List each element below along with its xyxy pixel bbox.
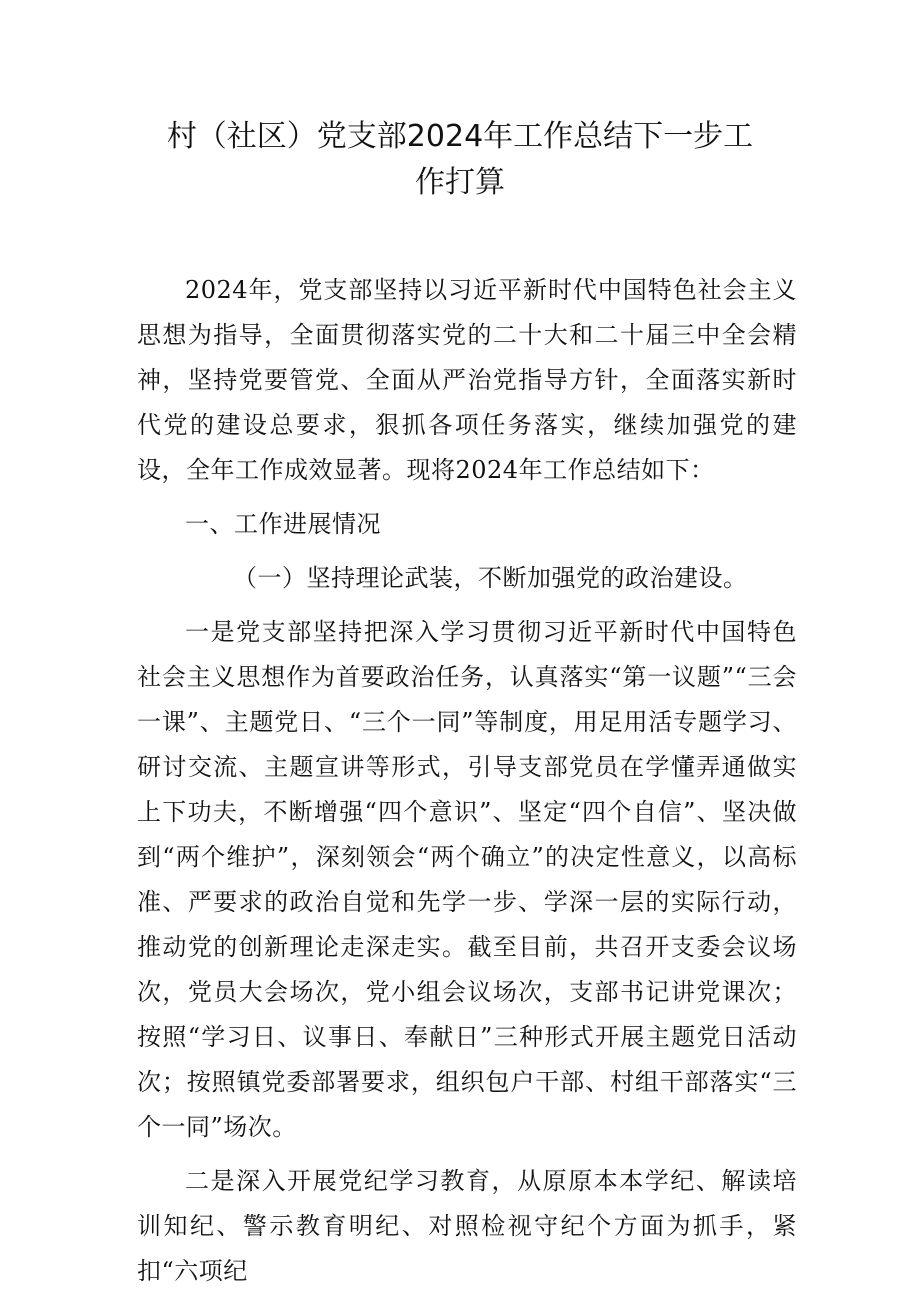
body-paragraph-1: 一是党支部坚持把深入学习贯彻习近平新时代中国特色社会主义思想作为首要政治任务，认真落实“第一议题”“三会一课”、主题党日、“三个一同”等制度，用足用活专题学习、研讨交流、主题宣讲等形式，引导支部党员在学懂弄通做实上下功夫，不断增强“四个意识”、坚定“四个自信”、坚决做到“两个维护”，深刻领会“两个确立”的决定性意义，以高标准、严要求的政治自觉和先学一步、学深一层的实际行动，推动党的创新理论走深走实。截至目前，共召开支委会议场次，党员大会场次，党小组会议场次，支部书记讲党课次；按照“学习日、议事日、奉献日”三种形式开展主题党日活动次；按照镇党委部署要求，组织包户干部、村组干部落实“三个一同”场次。: [137, 618, 797, 1141]
body-paragraph-2: 二是深入开展党纪学习教育，从原原本本学纪、解读培训知纪、警示教育明纪、对照检视守纪个方面为抓手，紧扣“六项纪: [137, 1167, 797, 1285]
document-body: [137, 268, 797, 1294]
intro-paragraph: 2024年，党支部坚持以习近平新时代中国特色社会主义思想为指导，全面贯彻落实党的二十大和二十届三中全会精神，坚持党要管党、全面从严治党指导方针，全面落实新时代党的建设总要求，狠抓各项任务落实，继续加强党的建设，全年工作成效显著。现将2024年工作总结如下：: [137, 276, 797, 484]
title-line-2: 作打算: [415, 165, 505, 200]
section-heading: 一、工作进展情况: [185, 510, 381, 538]
title-line-1: 村（社区）党支部2024年工作总结下一步工: [166, 119, 754, 154]
subsection-heading: （一）坚持理论武装，不断加强党的政治建设。: [233, 564, 748, 592]
document-title: [140, 114, 780, 206]
